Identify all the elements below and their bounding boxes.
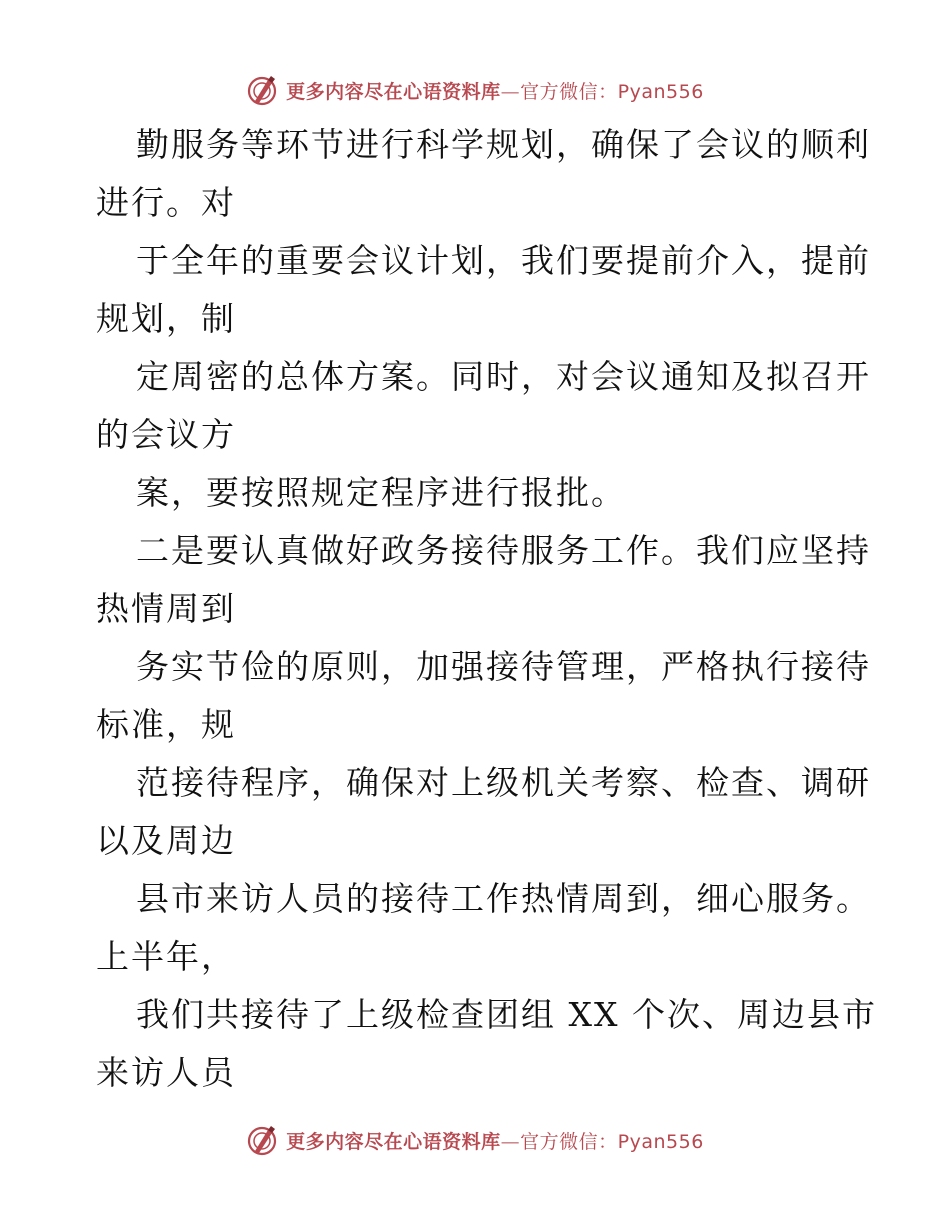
body-line: 我们共接待了上级检查团组 XX 个次、周边县市 xyxy=(136,995,877,1034)
body-line: 标准，规 xyxy=(96,705,236,744)
banner-text xyxy=(286,1127,704,1154)
banner-dash: — xyxy=(500,1130,521,1153)
body-line: 县市来访人员的接待工作热情周到，细心服务。 xyxy=(136,879,871,918)
body-line: 规划，制 xyxy=(96,299,236,338)
banner-wechat: 官方微信：Pyan556 xyxy=(520,1130,704,1153)
body-line: 案，要按照规定程序进行报批。 xyxy=(136,473,626,512)
footer-banner xyxy=(0,1120,950,1160)
document-body xyxy=(96,116,877,1102)
pen-logo-icon xyxy=(246,1124,278,1156)
banner-site-name: 更多内容尽在心语资料库 xyxy=(286,80,501,103)
body-line: 二是要认真做好政务接待服务工作。我们应坚持 xyxy=(136,531,871,570)
banner-wechat: 官方微信：Pyan556 xyxy=(520,80,704,103)
banner-site-name: 更多内容尽在心语资料库 xyxy=(286,1130,501,1153)
body-line: 定周密的总体方案。同时，对会议通知及拟召开 xyxy=(136,357,871,396)
body-line: 上半年， xyxy=(96,937,236,976)
body-line: 以及周边 xyxy=(96,821,236,860)
body-line: 热情周到 xyxy=(96,589,236,628)
header-banner xyxy=(0,70,950,110)
body-line: 来访人员 xyxy=(96,1053,236,1092)
body-line: 的会议方 xyxy=(96,415,236,454)
body-line: 勤服务等环节进行科学规划，确保了会议的顺利 xyxy=(136,125,871,164)
pen-logo-icon xyxy=(246,74,278,106)
body-line: 进行。对 xyxy=(96,183,236,222)
body-line: 务实节俭的原则，加强接待管理，严格执行接待 xyxy=(136,647,871,686)
banner-dash: — xyxy=(500,80,521,103)
banner-text xyxy=(286,77,704,104)
body-line: 于全年的重要会议计划，我们要提前介入，提前 xyxy=(136,241,871,280)
body-line: 范接待程序，确保对上级机关考察、检查、调研 xyxy=(136,763,871,802)
